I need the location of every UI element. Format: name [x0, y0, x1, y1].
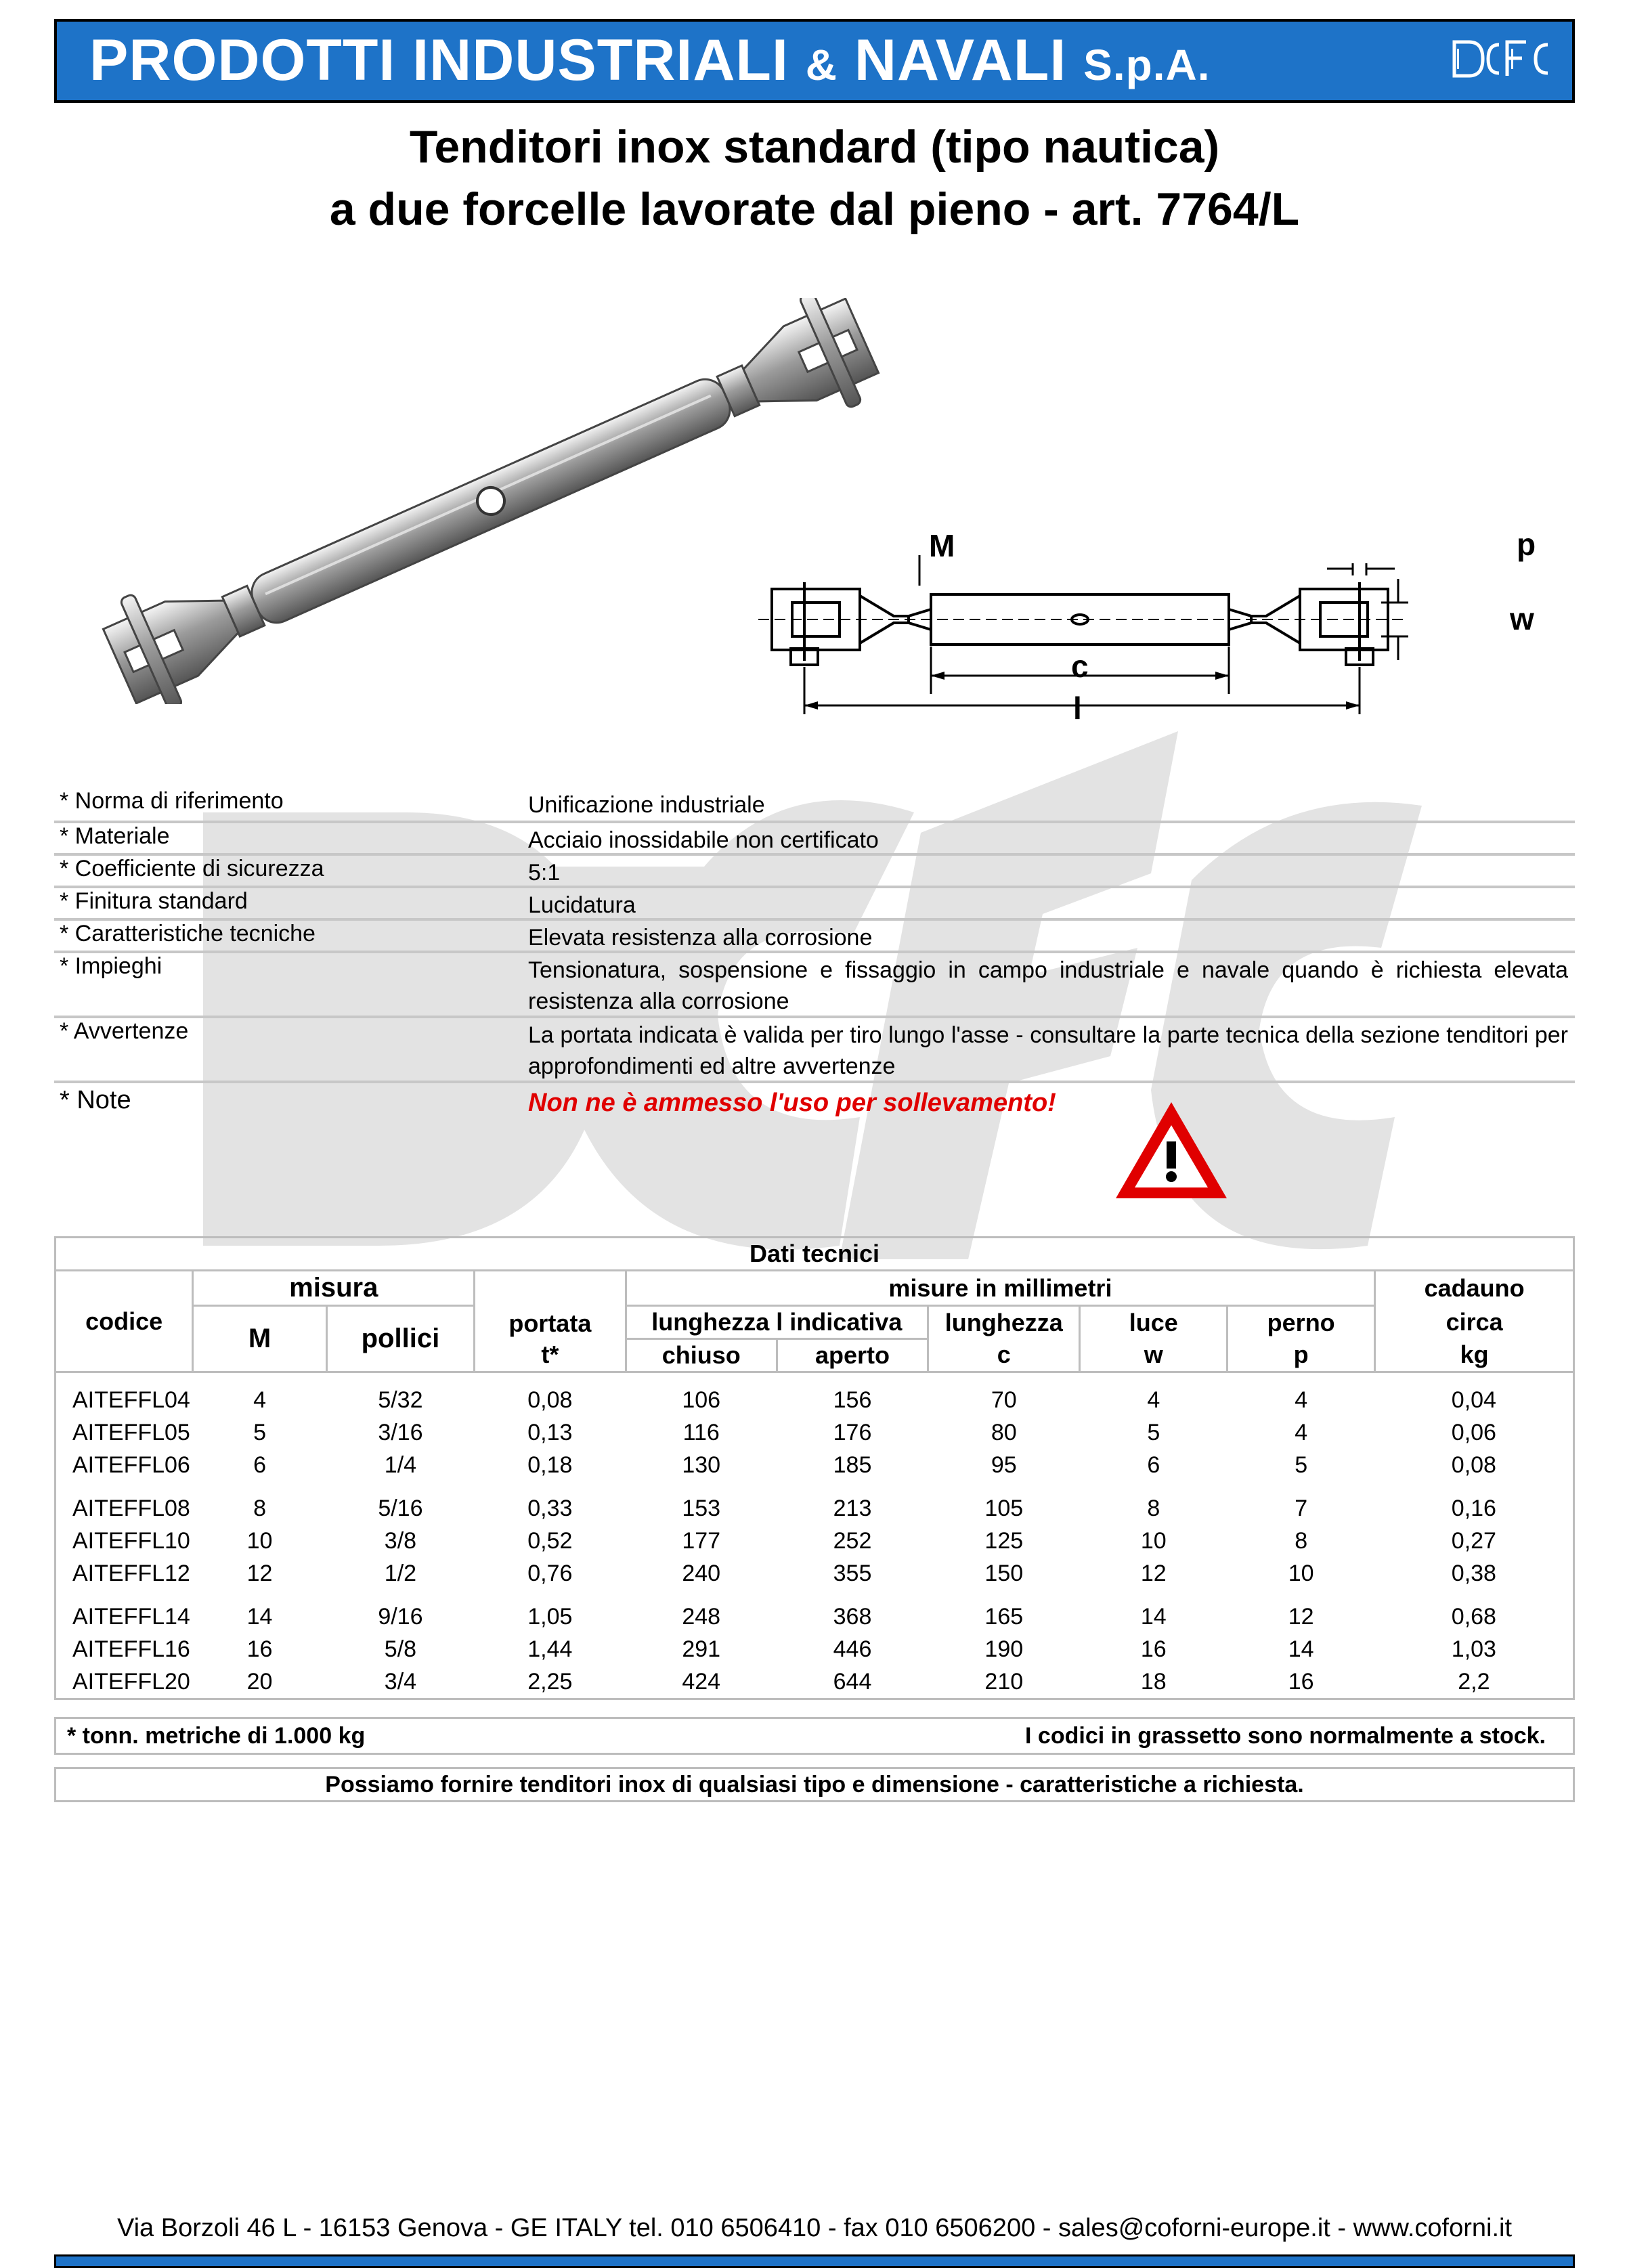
footnote-stock-codes: I codici in grassetto sono normalmente a stock.: [1025, 1723, 1546, 1749]
cell-M: 14: [246, 1603, 273, 1630]
column-header-c: c: [928, 1339, 1080, 1372]
footer-address: Via Borzoli 46 L - 16153 Genova - GE ITALY tel. 010 6506410 - fax 010 6506200 - sales@coforni-europe.it - www.coforni.it: [116, 2214, 1513, 2242]
spec-label: * Note: [60, 1086, 131, 1114]
cell-perno-p: 7: [1295, 1495, 1308, 1521]
cell-perno-p: 8: [1295, 1527, 1308, 1554]
cell-chiuso: 116: [682, 1419, 720, 1445]
cell-lunghezza-c: 190: [984, 1636, 1024, 1662]
table-row: [56, 1557, 1574, 1590]
cell-chiuso: 248: [682, 1603, 721, 1630]
technical-drawing: [758, 515, 1571, 731]
dim-label-p: p: [1517, 527, 1536, 562]
cell-codice: AITEFFL14: [72, 1603, 190, 1630]
cell-pollici: 3/16: [378, 1419, 423, 1445]
table-row: [56, 1492, 1574, 1525]
column-header-misure-mm: misure in millimetri: [626, 1271, 1375, 1306]
table-caption: Dati tecnici: [749, 1240, 880, 1267]
cell-codice: AITEFFL04: [72, 1387, 190, 1413]
cell-perno-p: 4: [1295, 1387, 1308, 1413]
cell-lunghezza-c: 105: [984, 1495, 1024, 1521]
cell-chiuso: 424: [682, 1668, 721, 1695]
spec-row: [54, 918, 1575, 953]
supply-note: Possiamo fornire tenditori inox di qualsiasi tipo e dimensione - caratteristiche a richiesta.: [54, 1767, 1575, 1802]
cell-aperto: 213: [833, 1495, 872, 1521]
spec-label: * Impieghi: [60, 953, 162, 979]
cell-lunghezza-c: 165: [984, 1603, 1024, 1630]
cell-pollici: 1/4: [384, 1452, 417, 1478]
cell-luce-w: 4: [1147, 1387, 1160, 1413]
column-header-aperto: aperto: [777, 1339, 928, 1372]
cell-M: 4: [253, 1387, 266, 1413]
cell-lunghezza-c: 150: [984, 1560, 1024, 1586]
column-header-M: M: [248, 1324, 272, 1353]
cell-perno-p: 12: [1288, 1603, 1314, 1630]
cell-kg: 0,27: [1451, 1527, 1496, 1554]
cell-chiuso: 153: [682, 1495, 721, 1521]
cell-M: 20: [246, 1668, 273, 1695]
table-row: [56, 1600, 1574, 1633]
cell-chiuso: 130: [682, 1452, 721, 1478]
table-row: [56, 1449, 1574, 1481]
company-name-spa: S.p.A.: [1083, 41, 1211, 89]
cell-pollici: 5/32: [378, 1387, 423, 1413]
cell-kg: 0,04: [1451, 1387, 1496, 1413]
cell-aperto: 185: [833, 1452, 872, 1478]
company-logo-icon: [1450, 37, 1552, 81]
cell-kg: 0,68: [1451, 1603, 1496, 1630]
cell-pollici: 3/8: [384, 1527, 417, 1554]
dim-label-M: M: [929, 528, 955, 563]
cell-luce-w: 6: [1147, 1452, 1160, 1478]
cell-pollici: 3/4: [384, 1668, 417, 1695]
cell-kg: 0,16: [1451, 1495, 1496, 1521]
company-name-amp: &: [805, 41, 838, 89]
cell-chiuso: 106: [682, 1387, 721, 1413]
spec-value: Acciaio inossidabile non certificato: [528, 827, 879, 853]
cell-M: 8: [253, 1495, 266, 1521]
spec-row: [54, 821, 1575, 856]
cell-aperto: 355: [833, 1560, 872, 1586]
cell-perno-p: 10: [1288, 1560, 1314, 1586]
cell-perno-p: 5: [1295, 1452, 1308, 1478]
cell-aperto: 176: [833, 1419, 872, 1445]
title-line-1: Tenditori inox standard (tipo nautica): [409, 121, 1220, 173]
technical-data-table: [54, 1236, 1575, 1700]
column-header-misura: misura: [193, 1271, 475, 1306]
cell-aperto: 252: [833, 1527, 872, 1554]
title-line-2: a due forcelle lavorate dal pieno - art. 7764/L: [329, 183, 1300, 235]
cell-portata: 0,76: [527, 1560, 573, 1586]
cell-codice: AITEFFL05: [72, 1419, 190, 1445]
spec-value: La portata indicata è valida per tiro lungo l'asse - consultare la parte tecnica della sezione tenditori per approfondimenti ed altre avvertenze: [528, 1022, 1568, 1079]
spec-label: * Caratteristiche tecniche: [60, 921, 316, 946]
cell-luce-w: 5: [1147, 1419, 1160, 1445]
cell-portata: 1,44: [527, 1636, 573, 1662]
spec-row: [54, 951, 1575, 1018]
cell-portata: 0,13: [527, 1419, 573, 1445]
dim-label-w: w: [1510, 601, 1534, 636]
company-name-navali: NAVALI: [854, 28, 1067, 93]
cell-kg: 0,08: [1451, 1452, 1496, 1478]
company-name: [89, 27, 1210, 94]
cell-pollici: 5/16: [378, 1495, 423, 1521]
spec-value: 5:1: [528, 860, 561, 886]
column-header-p: p: [1293, 1340, 1309, 1369]
cell-codice: AITEFFL06: [72, 1452, 190, 1478]
cell-M: 10: [246, 1527, 273, 1554]
column-header-portata: portata: [475, 1271, 626, 1339]
spec-row-note: [54, 1083, 1575, 1124]
cell-M: 12: [246, 1560, 273, 1586]
cell-pollici: 1/2: [384, 1560, 417, 1586]
spec-label: * Avvertenze: [60, 1018, 189, 1044]
cell-chiuso: 291: [682, 1636, 721, 1662]
cell-lunghezza-c: 80: [991, 1419, 1017, 1445]
footnote-metric-tons: * tonn. metriche di 1.000 kg: [67, 1723, 366, 1749]
column-header-lunghezza-l: lunghezza l indicativa: [626, 1306, 928, 1339]
column-header-lunghezza: lunghezza: [928, 1306, 1080, 1339]
cell-perno-p: 4: [1295, 1419, 1308, 1445]
cell-aperto: 156: [833, 1387, 872, 1413]
warning-triangle-icon: [1110, 1097, 1232, 1205]
cell-M: 6: [253, 1452, 266, 1478]
table-footnote-row: [54, 1717, 1575, 1755]
column-header-w: w: [1080, 1339, 1228, 1372]
cell-codice: AITEFFL16: [72, 1636, 190, 1662]
cell-M: 5: [253, 1419, 266, 1445]
spec-row: [54, 853, 1575, 888]
cell-lunghezza-c: 125: [984, 1527, 1024, 1554]
column-header-circa: circa: [1375, 1306, 1574, 1339]
cell-portata: 0,52: [527, 1527, 573, 1554]
spec-label: * Materiale: [60, 823, 170, 849]
cell-luce-w: 18: [1140, 1668, 1167, 1695]
cell-chiuso: 177: [682, 1527, 721, 1554]
cell-portata: 1,05: [527, 1603, 573, 1630]
column-header-codice: codice: [56, 1271, 193, 1372]
spec-row: [54, 785, 1575, 823]
table-row: [56, 1525, 1574, 1557]
cell-kg: 0,06: [1451, 1419, 1496, 1445]
table-row: [56, 1384, 1574, 1416]
column-header-luce: luce: [1080, 1306, 1228, 1339]
cell-M: 16: [246, 1636, 273, 1662]
cell-chiuso: 240: [682, 1560, 721, 1586]
column-header-pollici: pollici: [326, 1306, 474, 1372]
spec-label: * Coefficiente di sicurezza: [60, 856, 324, 881]
spec-value: Tensionatura, sospensione e fissaggio in campo industriale e navale quando è richiesta elevata resistenza alla corrosione: [528, 957, 1568, 1014]
column-header-chiuso: chiuso: [626, 1339, 777, 1372]
table-row: [56, 1665, 1574, 1699]
spec-value: Elevata resistenza alla corrosione: [528, 925, 873, 951]
cell-portata: 0,33: [527, 1495, 573, 1521]
cell-lunghezza-c: 70: [991, 1387, 1017, 1413]
column-header-portata-unit: t*: [475, 1339, 626, 1372]
cell-kg: 1,03: [1451, 1636, 1496, 1662]
cell-luce-w: 16: [1140, 1636, 1167, 1662]
footer-bar: [54, 2254, 1575, 2268]
cell-luce-w: 12: [1140, 1560, 1167, 1586]
header-banner: [54, 19, 1575, 103]
column-header-kg: kg: [1375, 1339, 1574, 1372]
spec-row: [54, 886, 1575, 921]
cell-pollici: 5/8: [384, 1636, 417, 1662]
table-row: [56, 1416, 1574, 1449]
company-name-main: PRODOTTI INDUSTRIALI: [89, 28, 789, 93]
cell-codice: AITEFFL20: [72, 1668, 190, 1695]
cell-lunghezza-c: 95: [991, 1452, 1017, 1478]
cell-aperto: 446: [833, 1636, 872, 1662]
cell-aperto: 644: [833, 1668, 872, 1695]
dim-label-c: c: [1071, 649, 1089, 684]
cell-portata: 0,08: [527, 1387, 573, 1413]
spec-row: [54, 1016, 1575, 1083]
cell-kg: 2,2: [1458, 1668, 1490, 1695]
spec-value: Unificazione industriale: [528, 792, 765, 818]
cell-portata: 0,18: [527, 1452, 573, 1478]
cell-perno-p: 14: [1288, 1636, 1314, 1662]
cell-aperto: 368: [833, 1603, 872, 1630]
cell-codice: AITEFFL12: [72, 1560, 190, 1586]
spec-value: Lucidatura: [528, 892, 636, 918]
cell-kg: 0,38: [1451, 1560, 1496, 1586]
cell-luce-w: 8: [1147, 1495, 1160, 1521]
cell-lunghezza-c: 210: [984, 1668, 1024, 1695]
cell-codice: AITEFFL10: [72, 1527, 190, 1554]
warning-text: Non ne è ammesso l'uso per sollevamento!: [528, 1089, 1056, 1117]
spec-label: * Finitura standard: [60, 888, 248, 914]
cell-pollici: 9/16: [378, 1603, 423, 1630]
cell-codice: AITEFFL08: [72, 1495, 190, 1521]
dim-label-l: l: [1073, 691, 1082, 726]
cell-portata: 2,25: [527, 1668, 573, 1695]
cell-perno-p: 16: [1288, 1668, 1314, 1695]
column-header-perno: perno: [1267, 1308, 1335, 1336]
table-row: [56, 1633, 1574, 1665]
column-header-cadauno: cadauno: [1375, 1271, 1574, 1306]
cell-luce-w: 14: [1140, 1603, 1167, 1630]
spec-label: * Norma di riferimento: [60, 788, 284, 814]
cell-luce-w: 10: [1140, 1527, 1167, 1554]
